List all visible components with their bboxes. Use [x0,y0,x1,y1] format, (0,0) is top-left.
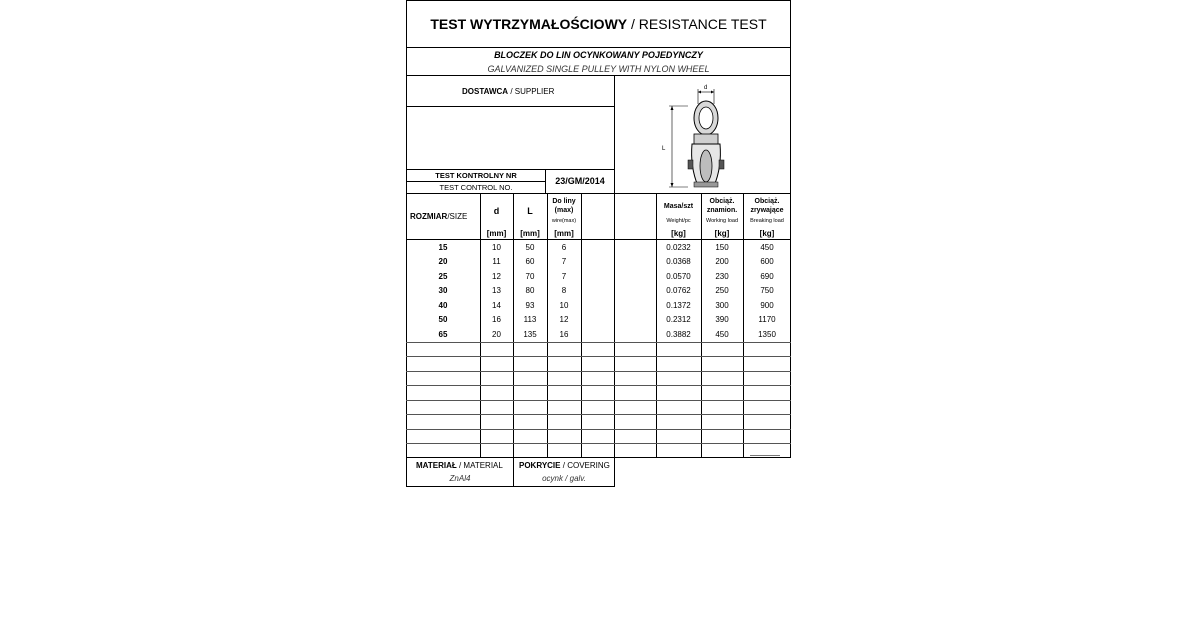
dim-l-label: L [662,146,666,152]
col-working-unit: [kg] [714,229,730,238]
pulley-icon [688,101,724,187]
pulley-diagram [652,82,732,192]
col-d-unit: [mm] [486,229,507,238]
col-rope-unit: [mm] [554,229,574,238]
col-l-unit: [mm] [520,229,540,238]
resistance-test-sheet: TEST WYTRZYMAŁOŚCIOWY / RESISTANCE TEST BLOCZEK DO LIN OCYNKOWANY POJEDYNCZY GALVANIZED SINGLE PULLEY WITH NYLON WHEEL DOSTAWCA / SUPPLIER TEST KONTROLNY NR TEST CONTROL NO. 23/GM/2014 d L ROZMIAR/SIZE d [mm] L [mm] Do liny (max) wire(max) [mm] Masa/szt Weight/pc [kg] Obciąż. znamion. Working load [kg] Obciąż. zrywające Breaking load [kg] 15 10 50 6 0.0232 150 450 20 11 60 7 0.0368 200 600 25 12 70 7 0.0570 230 690 30 13 80 8 0.0762 250 750 40 14 93 10 0.1372 300 900 50 16 113 12 0.2312 390 1170 65 20 135 16 0.3882 450 1350 MATERIAŁ / MATERIAL ZnAl4 POKRYCIE / COVERING ocynk / galv. [406,0,791,487]
control-number: 23/GM/2014 [555,176,605,186]
control-label-pl: TEST KONTROLNY NR [435,171,517,180]
supplier-label-pl: DOSTAWCA [462,87,509,96]
col-rope-header: Do liny [552,198,576,205]
title-en: RESISTANCE TEST [638,16,767,32]
col-l-header: L [527,206,533,216]
product-name-pl: BLOCZEK DO LIN OCYNKOWANY POJEDYNCZY [494,50,703,60]
col-breaking-unit: [kg] [759,229,775,238]
control-label-en: TEST CONTROL NO. [439,183,513,192]
material-label: MATERIAŁ / MATERIAL [416,461,503,470]
col-mass-unit: [kg] [671,229,686,238]
supplier-label: DOSTAWCA / SUPPLIER [462,87,555,96]
supplier-label-en: SUPPLIER [514,87,555,96]
col-size-header: ROZMIAR/SIZE [410,212,468,221]
material-value: ZnAl4 [449,474,471,483]
col-mass-header: Masa/szt [663,203,694,210]
col-d-header: d [493,206,500,216]
col-working-header: Obciąż. [709,198,735,205]
covering-value: ocynk / galv. [542,474,586,483]
dim-d-label: d [704,85,708,91]
product-name-en: GALVANIZED SINGLE PULLEY WITH NYLON WHEEL [487,64,710,74]
title-pl: TEST WYTRZYMAŁOŚCIOWY [430,16,628,32]
col-breaking-header: Obciąż. [754,198,780,205]
covering-label: POKRYCIE / COVERING [519,461,610,470]
supplier-value-box [406,106,615,170]
page-title: TEST WYTRZYMAŁOŚCIOWY / RESISTANCE TEST [430,16,767,32]
